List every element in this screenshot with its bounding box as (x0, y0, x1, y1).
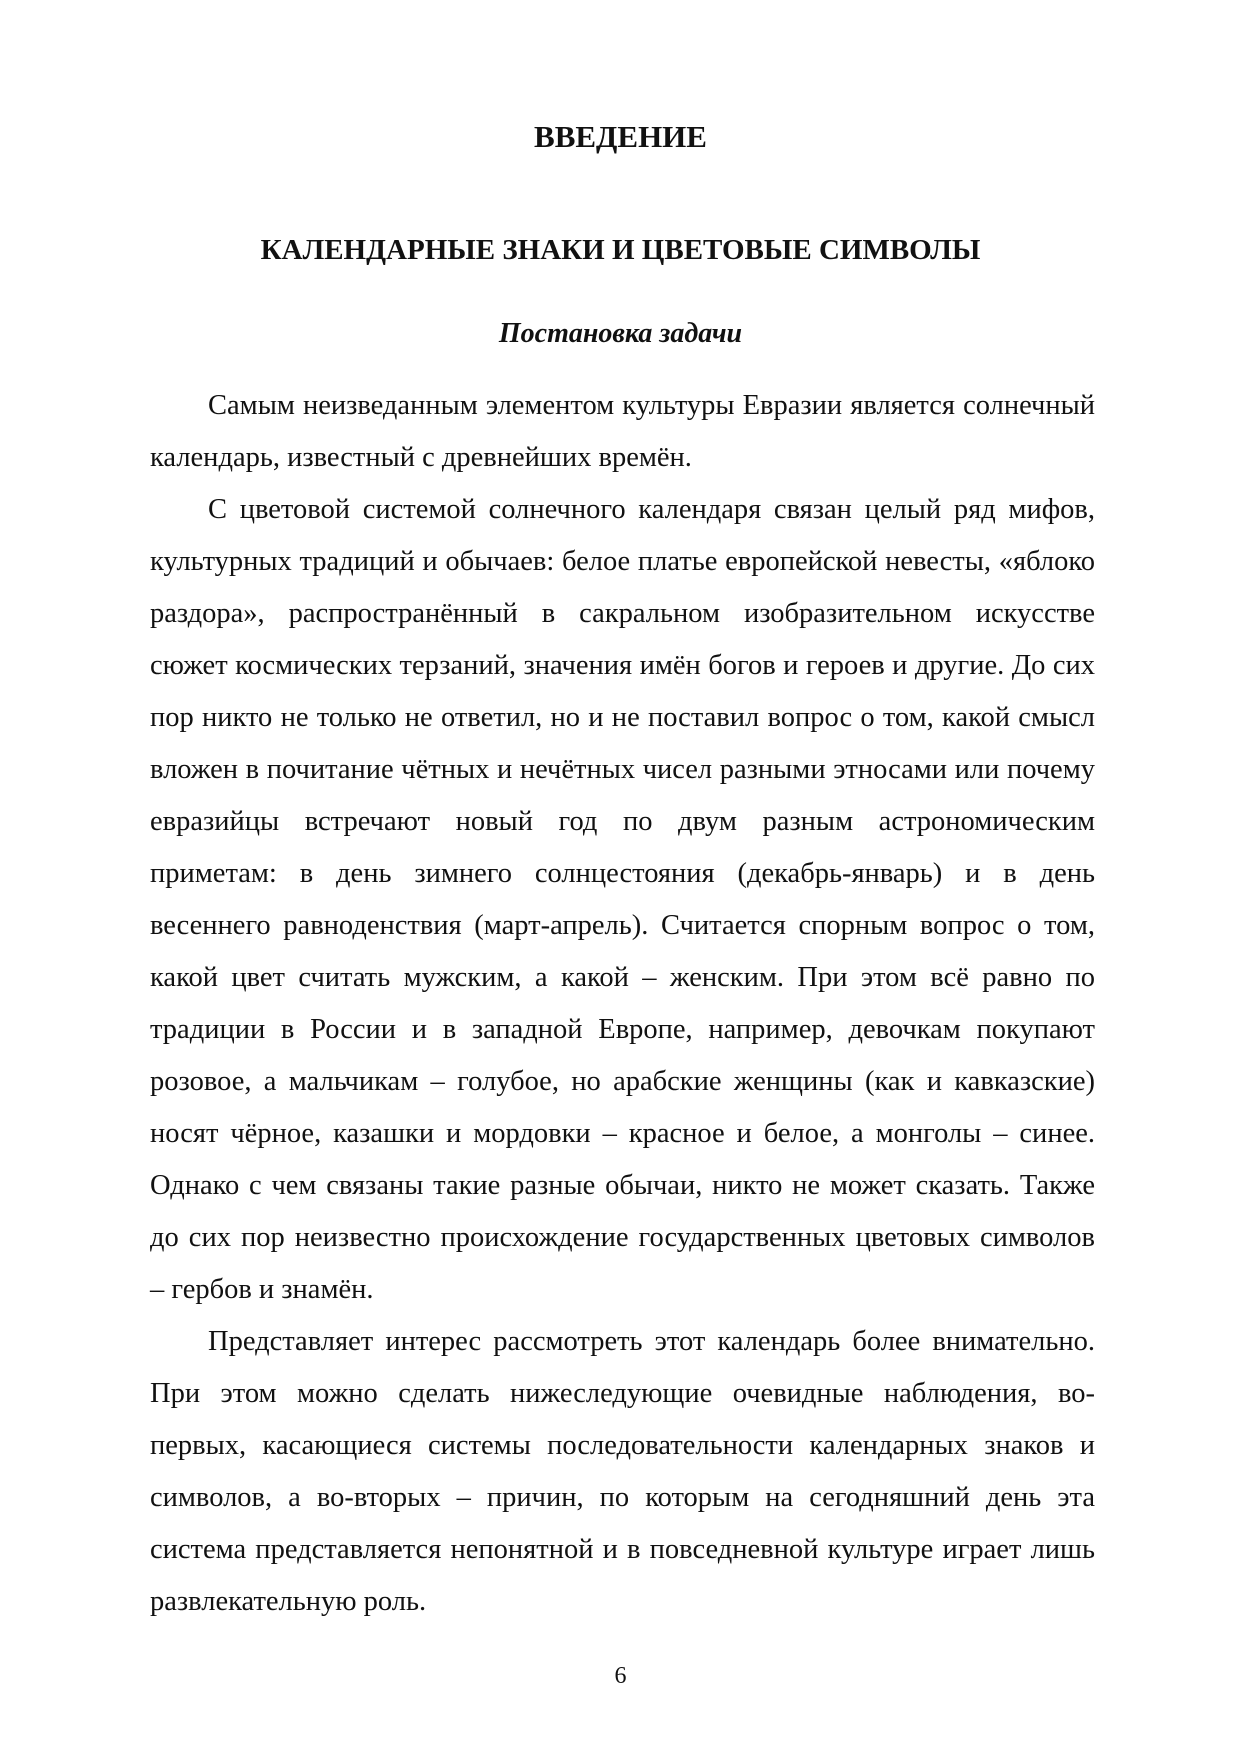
chapter-subtitle: КАЛЕНДАРНЫЕ ЗНАКИ И ЦВЕТОВЫЕ СИМВОЛЫ (260, 234, 981, 266)
section-heading: Постановка задачи (498, 318, 743, 349)
paragraph-2: С цветовой системой солнечного календаря связан целый ряд мифов, культурных традиций и обычаев: белое платье европейской невесты, «яблоко раздора», распространённый в сакральном изобразительном искусстве сюжет космических терзаний, значения имён богов и героев и другие. До сих пор никто не только не ответил, но и не поставил вопрос о том, какой смысл вложен в почитание чётных и нечётных чисел разными этносами или почему евразийцы встречают новый год по двум разным астрономическим приметам: в день зимнего солнцестояния (декабрь-январь) и в день весеннего равноденствия (март-апрель). Считается спорным вопрос о том, какой цвет считать мужским, а какой – женским. При этом всё равно по традиции в России и в западной Европе, например, девочкам покупают розовое, а мальчикам – голубое, но арабские женщины (как и кавказские) носят чёрное, казашки и мордовки – красное и белое, а монголы – синее. Однако с чем связаны такие разные обычаи, никто не может сказать. Также до сих пор неизвестно происхождение государственных цветовых символов – гербов и знамён. (150, 494, 1095, 1305)
paragraph-1: Самым неизведанным элементом культуры Евразии является солнечный календарь, известный с древнейших времён. (150, 390, 1095, 473)
page-title: ВВЕДЕНИЕ (534, 119, 707, 154)
page-number: 6 (614, 1663, 627, 1689)
paragraph-3: Представляет интерес рассмотреть этот календарь более внимательно. При этом можно сделать нижеследующие очевидные наблюдения, во-первых, касающиеся системы последовательности календарных знаков и символов, а во-вторых – причин, по которым на сегодняшний день эта система представляется непонятной и в повседневной культуре играет лишь развлекательную роль. (150, 1326, 1095, 1617)
body-text (150, 380, 1095, 1628)
